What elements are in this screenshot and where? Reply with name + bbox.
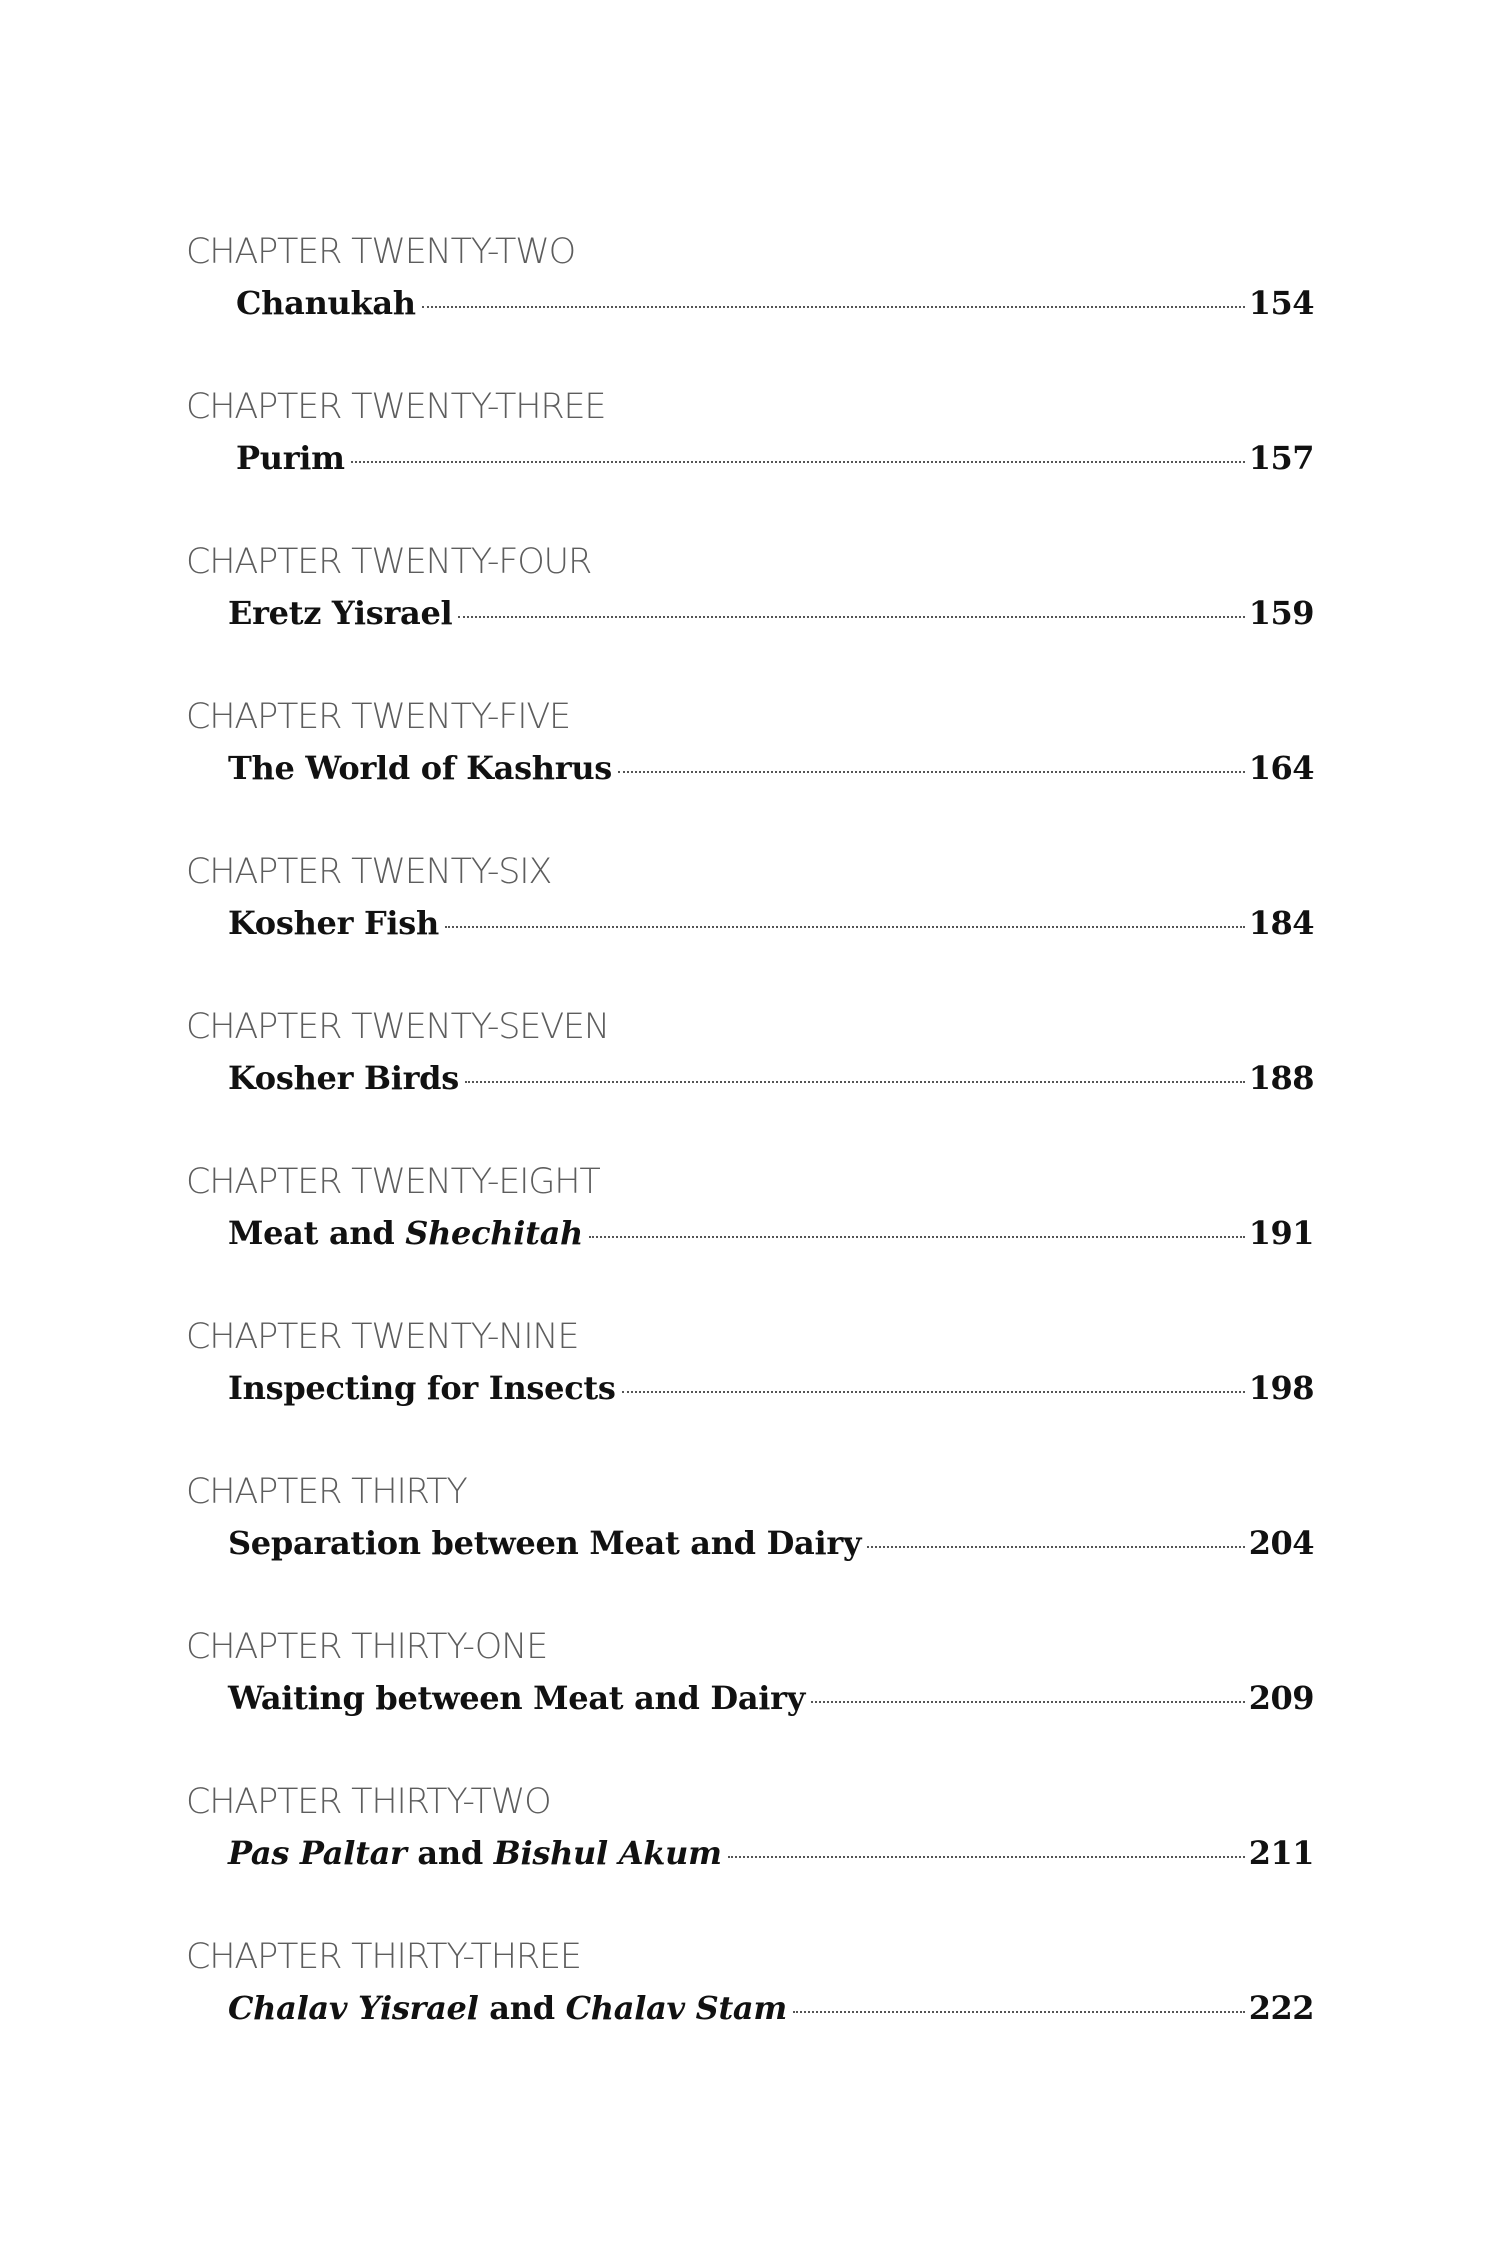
toc-entry: [186, 1933, 1314, 2088]
chapter-title-part: Eretz Yisrael: [228, 594, 453, 632]
chapter-label: CHAPTER TWENTY-FOUR: [186, 542, 592, 582]
page-number: 191: [1248, 1214, 1314, 1252]
toc-entry: [186, 538, 1314, 693]
page-number: 159: [1248, 594, 1314, 632]
page-number: 188: [1248, 1059, 1314, 1097]
toc-entry: [186, 1468, 1314, 1623]
chapter-label: CHAPTER THIRTY-TWO: [186, 1782, 551, 1822]
toc-entry: [186, 1623, 1314, 1778]
dot-leader: [867, 1546, 1245, 1548]
chapter-title: [228, 1206, 583, 1260]
dot-leader: [445, 926, 1245, 928]
page-number: 164: [1248, 749, 1314, 787]
page-number: 154: [1248, 284, 1314, 322]
chapter-label: CHAPTER TWENTY-EIGHT: [186, 1162, 600, 1202]
toc-line[interactable]: [228, 1826, 1314, 1880]
chapter-title-part: Separation between Meat and Dairy: [228, 1524, 862, 1562]
dot-leader: [811, 1701, 1245, 1703]
page-number: 222: [1248, 1989, 1314, 2027]
toc-entry: [186, 848, 1314, 1003]
toc-entry: [186, 693, 1314, 848]
chapter-label: CHAPTER TWENTY-NINE: [186, 1317, 579, 1357]
table-of-contents: [186, 228, 1314, 2088]
page-number: 211: [1248, 1834, 1314, 1872]
dot-leader: [589, 1236, 1245, 1238]
chapter-title-italic-part: Pas Paltar: [228, 1834, 407, 1872]
toc-entry: [186, 1003, 1314, 1158]
toc-line[interactable]: [228, 1206, 1314, 1260]
page-number: 209: [1248, 1679, 1314, 1717]
dot-leader: [351, 461, 1245, 463]
dot-leader: [465, 1081, 1245, 1083]
chapter-title: [228, 1361, 616, 1415]
chapter-title-part: and: [478, 1989, 566, 2027]
page-number: 204: [1248, 1524, 1314, 1562]
chapter-title-part: Waiting between Meat and Dairy: [228, 1679, 806, 1717]
chapter-label: CHAPTER TWENTY-THREE: [186, 387, 606, 427]
chapter-title: [228, 1981, 787, 2035]
toc-line[interactable]: [228, 1981, 1314, 2035]
chapter-title-part: and: [406, 1834, 494, 1872]
chapter-title: [228, 1671, 805, 1725]
toc-line[interactable]: [228, 741, 1314, 795]
dot-leader: [458, 616, 1244, 618]
toc-line[interactable]: [228, 1516, 1314, 1570]
chapter-label: CHAPTER THIRTY-THREE: [186, 1937, 581, 1977]
chapter-title-italic-part: Bishul Akum: [493, 1834, 722, 1872]
chapter-title: [228, 1516, 861, 1570]
chapter-title-part: Kosher Fish: [228, 904, 439, 942]
toc-line[interactable]: [236, 276, 1314, 330]
chapter-title-italic-part: Shechitah: [405, 1214, 583, 1252]
toc-entry: [186, 383, 1314, 538]
page-number: 198: [1248, 1369, 1314, 1407]
chapter-title: [228, 1051, 459, 1105]
chapter-label: CHAPTER TWENTY-SIX: [186, 852, 552, 892]
toc-entry: [186, 1158, 1314, 1313]
chapter-title-part: Kosher Birds: [228, 1059, 459, 1097]
chapter-label: CHAPTER THIRTY: [186, 1472, 467, 1512]
dot-leader: [622, 1391, 1245, 1393]
chapter-title: [228, 586, 452, 640]
toc-entry: [186, 228, 1314, 383]
toc-line[interactable]: [228, 1671, 1314, 1725]
chapter-title: [236, 431, 345, 485]
chapter-label: CHAPTER TWENTY-SEVEN: [186, 1007, 609, 1047]
chapter-title-part: Chanukah: [236, 284, 416, 322]
chapter-title: [228, 896, 439, 950]
toc-entry: [186, 1313, 1314, 1468]
chapter-title-part: Inspecting for Insects: [228, 1369, 616, 1407]
toc-line[interactable]: [228, 586, 1314, 640]
toc-entry: [186, 1778, 1314, 1933]
dot-leader: [793, 2011, 1245, 2013]
chapter-title-part: Meat and: [228, 1214, 406, 1252]
toc-line[interactable]: [236, 431, 1314, 485]
chapter-title-part: Purim: [236, 439, 345, 477]
chapter-title: [228, 1826, 722, 1880]
toc-line[interactable]: [228, 1051, 1314, 1105]
toc-line[interactable]: [228, 896, 1314, 950]
chapter-title: [228, 741, 612, 795]
chapter-label: CHAPTER THIRTY-ONE: [186, 1627, 547, 1667]
dot-leader: [618, 771, 1245, 773]
dot-leader: [422, 306, 1245, 308]
chapter-title-italic-part: Chalav Yisrael: [228, 1989, 479, 2027]
chapter-label: CHAPTER TWENTY-TWO: [186, 232, 575, 272]
chapter-title-part: The World of Kashrus: [228, 749, 613, 787]
chapter-title-italic-part: Chalav Stam: [565, 1989, 787, 2027]
page-number: 184: [1248, 904, 1314, 942]
page-number: 157: [1248, 439, 1314, 477]
chapter-label: CHAPTER TWENTY-FIVE: [186, 697, 570, 737]
dot-leader: [728, 1856, 1245, 1858]
chapter-title: [236, 276, 416, 330]
toc-line[interactable]: [228, 1361, 1314, 1415]
